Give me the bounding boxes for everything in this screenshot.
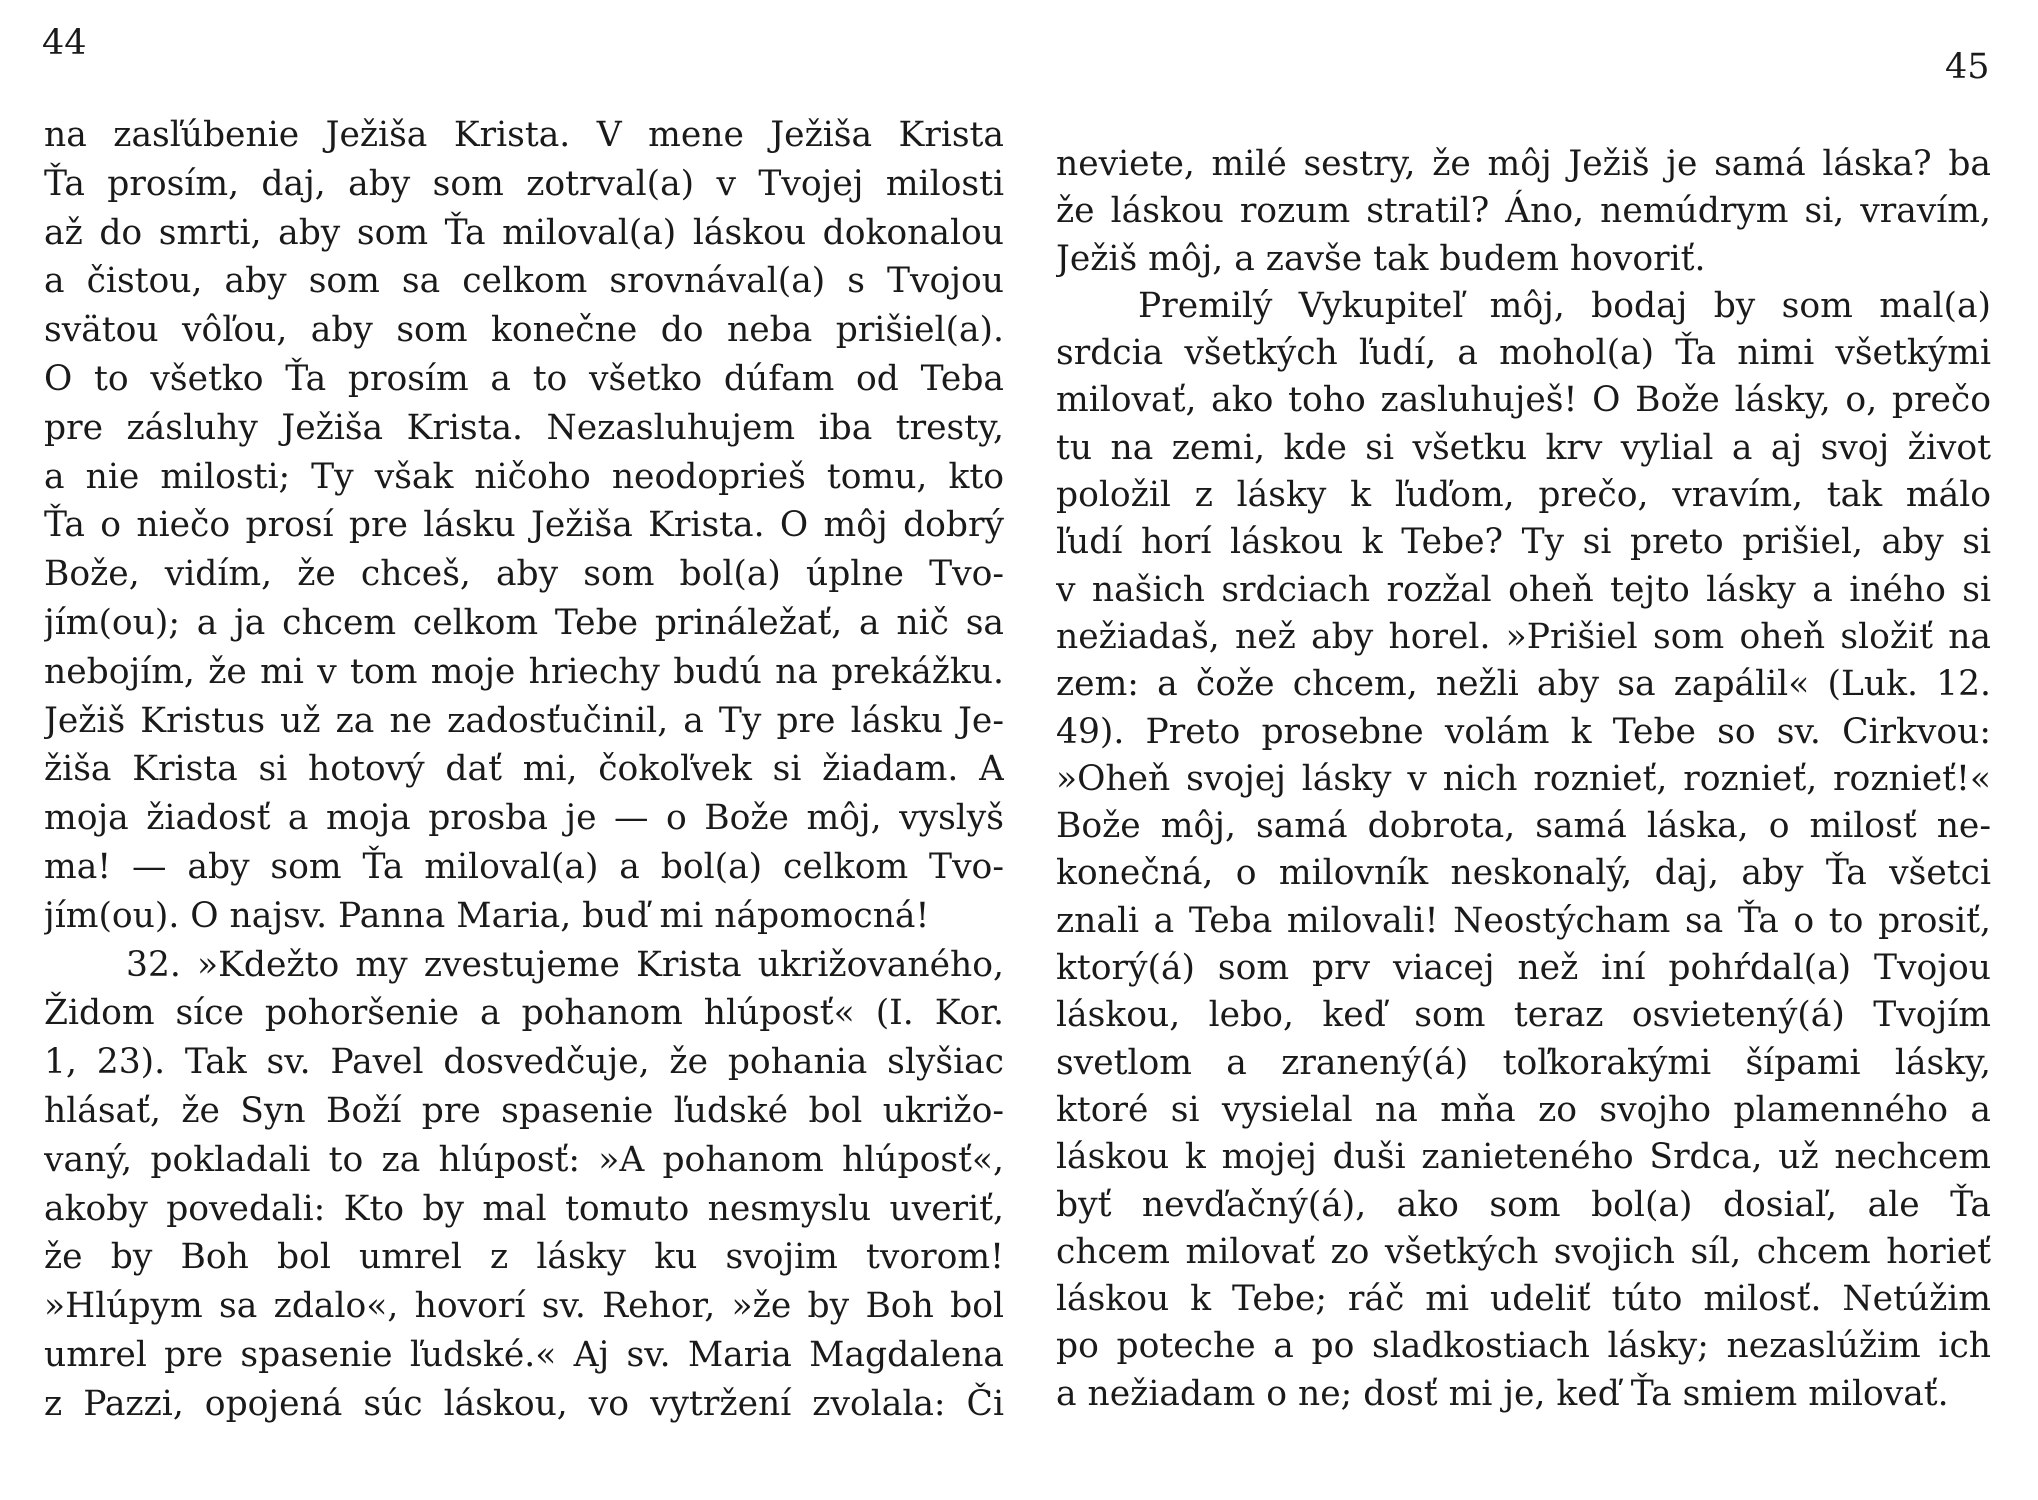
- text-line: 32. »Kdežto my zvestujeme Krista ukrižovaného,: [126, 944, 1004, 985]
- text-line: jím(ou). O najsv. Panna Maria, buď mi nápomocná!: [44, 895, 930, 936]
- text-line: ktoré si vysielal na mňa zo svojho plamenného a: [1056, 1089, 1991, 1130]
- text-line: byť nevďačný(á), ako som bol(a) dosiaľ, ale Ťa: [1056, 1184, 1991, 1225]
- text-line: Ježiš Kristus už za ne zadosťučinil, a Ty pre lásku Je-: [44, 700, 1004, 741]
- text-line: »Oheň svojej lásky v nich roznieť, roznieť, roznieť!«: [1056, 758, 1991, 799]
- text-line: láskou k mojej duši zanieteného Srdca, už nechcem: [1056, 1137, 1991, 1178]
- text-line: 49). Preto prosebne volám k Tebe so sv. Cirkvou:: [1056, 711, 1991, 752]
- text-line: znali a Teba milovali! Neostýcham sa Ťa o to prosiť,: [1056, 900, 1991, 941]
- text-line: akoby povedali: Kto by mal tomuto nesmyslu uveriť,: [44, 1188, 1004, 1229]
- text-line: tu na zemi, kde si všetku krv vylial a aj svoj život: [1056, 427, 1991, 468]
- text-line: na zasľúbenie Ježiša Krista. V mene Ježiša Krista: [44, 115, 1004, 155]
- page-number-right: 45: [1945, 47, 1990, 87]
- text-line: Bože, vidím, že chceš, aby som bol(a) úplne Tvo-: [44, 554, 1004, 595]
- text-line: pre zásluhy Ježiša Krista. Nezasluhujem iba tresty,: [44, 407, 1004, 448]
- text-line: po poteche a po sladkostiach lásky; nezaslúžim ich: [1056, 1326, 1991, 1367]
- text-line: že láskou rozum stratil? Áno, nemúdrym si, vravím,: [1056, 191, 1991, 232]
- text-line: žiša Krista si hotový dať mi, čokoľvek si žiadam. A: [44, 749, 1004, 790]
- text-line: a čistou, aby som sa celkom srovnával(a) s Tvojou: [44, 261, 1004, 302]
- text-line: O to všetko Ťa prosím a to všetko dúfam od Teba: [44, 358, 1004, 399]
- text-line: Ježiš môj, a zavše tak budem hovoriť.: [1056, 238, 1706, 279]
- text-line: nebojím, že mi v tom moje hriechy budú na prekážku.: [44, 651, 1004, 692]
- page-number-left: 44: [42, 23, 87, 63]
- text-line: Ťa prosím, daj, aby som zotrval(a) v Tvojej milosti: [44, 163, 1004, 204]
- text-line: nežiadaš, než aby horel. »Prišiel som oheň složiť na: [1056, 616, 1991, 657]
- text-line: svätou vôľou, aby som konečne do neba prišiel(a).: [44, 310, 1004, 351]
- text-line: srdcia všetkých ľudí, a mohol(a) Ťa nimi všetkými: [1056, 333, 1991, 374]
- text-line: z Pazzi, opojená súc láskou, vo vytržení zvolala: Či: [44, 1383, 1004, 1424]
- text-line: že by Boh bol umrel z lásky ku svojim tvorom!: [44, 1237, 1004, 1278]
- text-line: umrel pre spasenie ľudské.« Aj sv. Maria Magdalena: [44, 1334, 1004, 1375]
- text-line: konečná, o milovník neskonalý, daj, aby Ťa všetci: [1056, 853, 1991, 894]
- text-line: vaný, pokladali to za hlúposť: »A pohanom hlúposť«,: [44, 1139, 1004, 1180]
- text-line: Ťa o niečo prosí pre lásku Ježiša Krista. O môj dobrý: [44, 505, 1004, 546]
- text-line: položil z lásky k ľuďom, prečo, vravím, tak málo: [1056, 475, 1991, 516]
- text-line: jím(ou); a ja chcem celkom Tebe prináležať, a nič sa: [44, 602, 1004, 643]
- text-line: Premilý Vykupiteľ môj, bodaj by som mal(a): [1138, 285, 1991, 326]
- text-line: neviete, milé sestry, že môj Ježiš je samá láska? ba: [1056, 144, 1991, 184]
- text-line: a nie milosti; Ty však ničoho neodoprieš tomu, kto: [44, 456, 1004, 497]
- text-line: »Hlúpym sa zdalo«, hovorí sv. Rehor, »že by Boh bol: [44, 1286, 1004, 1327]
- text-line: ma! — aby som Ťa miloval(a) a bol(a) celkom Tvo-: [44, 846, 1004, 887]
- text-line: až do smrti, aby som Ťa miloval(a) láskou dokonalou: [44, 212, 1004, 253]
- text-line: láskou k Tebe; ráč mi udeliť túto milosť. Netúžim: [1056, 1279, 1991, 1320]
- text-line: a nežiadam o ne; dosť mi je, keď Ťa smiem milovať.: [1056, 1373, 1949, 1414]
- text-line: ľudí horí láskou k Tebe? Ty si preto prišiel, aby si: [1056, 522, 1991, 563]
- right-page-text: [1056, 141, 1991, 1418]
- text-line: milovať, ako toho zasluhuješ! O Bože lásky, o, prečo: [1056, 380, 1991, 421]
- text-line: chcem milovať zo všetkých svojich síl, chcem horieť: [1056, 1231, 1991, 1272]
- text-line: zem: a čože chcem, nežli aby sa zapálil« (Luk. 12.: [1056, 664, 1991, 705]
- text-line: Bože môj, samá dobrota, samá láska, o milosť ne-: [1056, 806, 1991, 847]
- text-line: láskou, lebo, keď som teraz osvietený(á) Tvojím: [1056, 995, 1991, 1036]
- text-line: 1, 23). Tak sv. Pavel dosvedčuje, že pohania slyšiac: [44, 1042, 1004, 1083]
- left-page-text: [44, 111, 1004, 1429]
- text-line: ktorý(á) som prv viacej než iní pohŕdal(a) Tvojou: [1056, 948, 1991, 989]
- text-line: svetlom a zranený(á) toľkorakými šípami lásky,: [1056, 1042, 1991, 1083]
- text-line: moja žiadosť a moja prosba je — o Bože môj, vyslyš: [44, 798, 1004, 839]
- text-line: hlásať, že Syn Boží pre spasenie ľudské bol ukrižo-: [44, 1090, 1004, 1131]
- text-line: Židom síce pohoršenie a pohanom hlúposť« (I. Kor.: [44, 993, 1004, 1034]
- text-line: v našich srdciach rozžal oheň tejto lásky a iného si: [1056, 569, 1991, 610]
